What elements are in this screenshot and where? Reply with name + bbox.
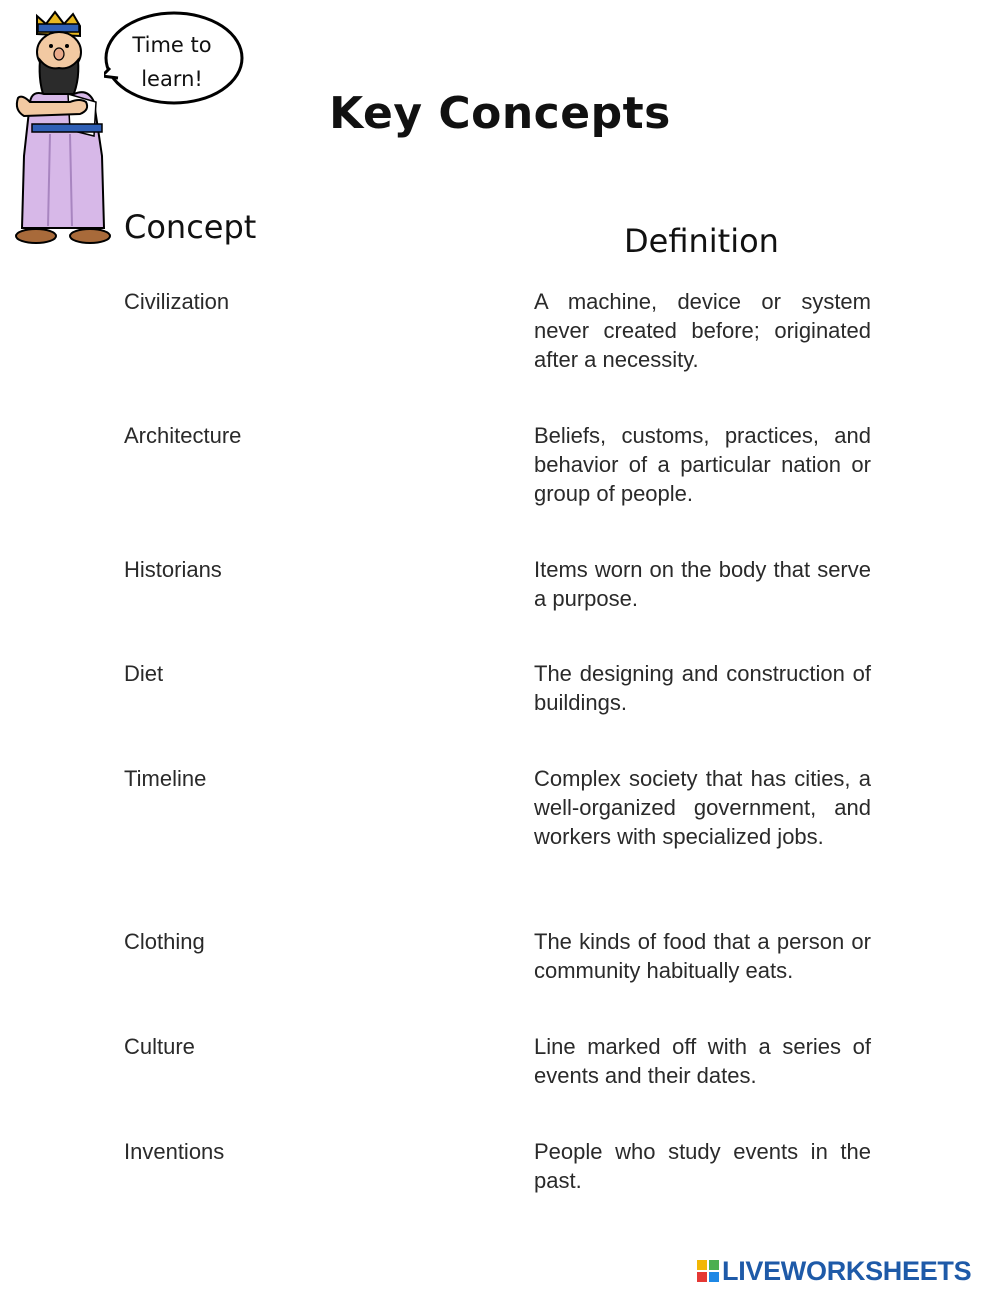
liveworksheets-logo-text: LIVEWORKSHEETS [722, 1255, 972, 1286]
concept-definition[interactable]: Complex society that has cities, a well-organized government, and workers with specialized jobs. [534, 766, 871, 849]
concept-definition[interactable]: Items worn on the body that serve a purpose. [534, 557, 871, 611]
concept-definition[interactable]: A machine, device or system never created before; originated after a necessity. [534, 289, 871, 372]
concept-definition[interactable]: Beliefs, customs, practices, and behavior of a particular nation or group of people. [534, 423, 871, 506]
concept-definition[interactable]: The kinds of food that a person or community habitually eats. [534, 929, 871, 983]
definition-column-header: Definition [624, 222, 779, 260]
bubble-line-2: learn! [141, 67, 203, 91]
concept-term[interactable]: Historians [124, 557, 222, 582]
bubble-line-1: Time to [132, 33, 212, 57]
concept-term[interactable]: Timeline [124, 766, 207, 791]
concept-term[interactable]: Inventions [124, 1139, 225, 1164]
page-title: Key Concepts [329, 88, 671, 139]
concept-term[interactable]: Civilization [124, 289, 230, 314]
concept-term[interactable]: Culture [124, 1034, 195, 1059]
concept-definition[interactable]: The designing and construction of buildings. [534, 661, 871, 715]
concept-term[interactable]: Architecture [124, 423, 242, 448]
concept-term[interactable]: Clothing [124, 929, 205, 954]
concept-term[interactable]: Diet [124, 661, 164, 686]
concept-definition[interactable]: Line marked off with a series of events and their dates. [534, 1034, 871, 1088]
liveworksheets-logo[interactable] [697, 1256, 971, 1286]
speech-bubble-text [104, 28, 240, 96]
concept-column-header: Concept [124, 208, 257, 246]
concept-definition[interactable]: People who study events in the past. [534, 1139, 871, 1193]
liveworksheets-logo-icon [697, 1260, 719, 1282]
